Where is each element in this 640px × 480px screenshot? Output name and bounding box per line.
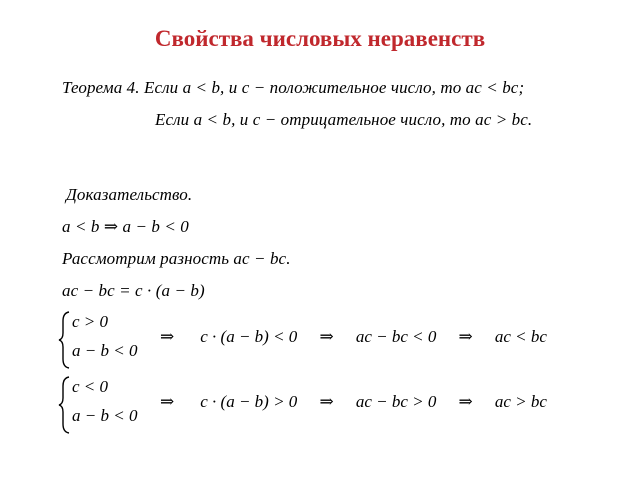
system-case-1: [58, 311, 154, 369]
page-title: Свойства числовых неравенств: [154, 26, 486, 51]
case-1-result-1: c · (a − b) < 0: [200, 327, 298, 346]
proof-step-2: Рассмотрим разность ac − bc.: [62, 249, 291, 268]
implies-icon: ⇒: [458, 392, 473, 411]
theorem-line-1: Теорема 4. Если a < b, и c − положительное число, то ac < bc;: [62, 78, 525, 97]
implies-icon: ⇒: [160, 327, 175, 346]
case-1-condition-2: a − b < 0: [72, 341, 138, 360]
implies-icon: ⇒: [458, 327, 473, 346]
case-1-chain: [160, 327, 547, 347]
left-brace-icon: [58, 376, 72, 434]
case-2-chain: [160, 392, 547, 412]
case-2-result-2: ac − bc > 0: [355, 392, 437, 411]
case-1-result-3: ac < bc: [494, 327, 547, 346]
case-1-result-2: ac − bc < 0: [355, 327, 437, 346]
case-2-result-1: c · (a − b) > 0: [200, 392, 298, 411]
proof-step-3: ac − bc = c · (a − b): [62, 281, 205, 300]
proof-heading: Доказательство.: [66, 185, 193, 204]
proof-step-1: a < b ⇒ a − b < 0: [62, 217, 189, 236]
implies-icon: ⇒: [319, 392, 334, 411]
implies-icon: ⇒: [319, 327, 334, 346]
theorem-line-2: Если a < b, и c − отрицательное число, то ac > bc.: [155, 110, 533, 129]
case-1-condition-1: c > 0: [72, 312, 109, 331]
left-brace-icon: [58, 311, 72, 369]
case-2-condition-1: c < 0: [72, 377, 109, 396]
system-case-2: [58, 376, 154, 434]
case-2-result-3: ac > bc: [494, 392, 547, 411]
case-2-condition-2: a − b < 0: [72, 406, 138, 425]
implies-icon: ⇒: [160, 392, 175, 411]
